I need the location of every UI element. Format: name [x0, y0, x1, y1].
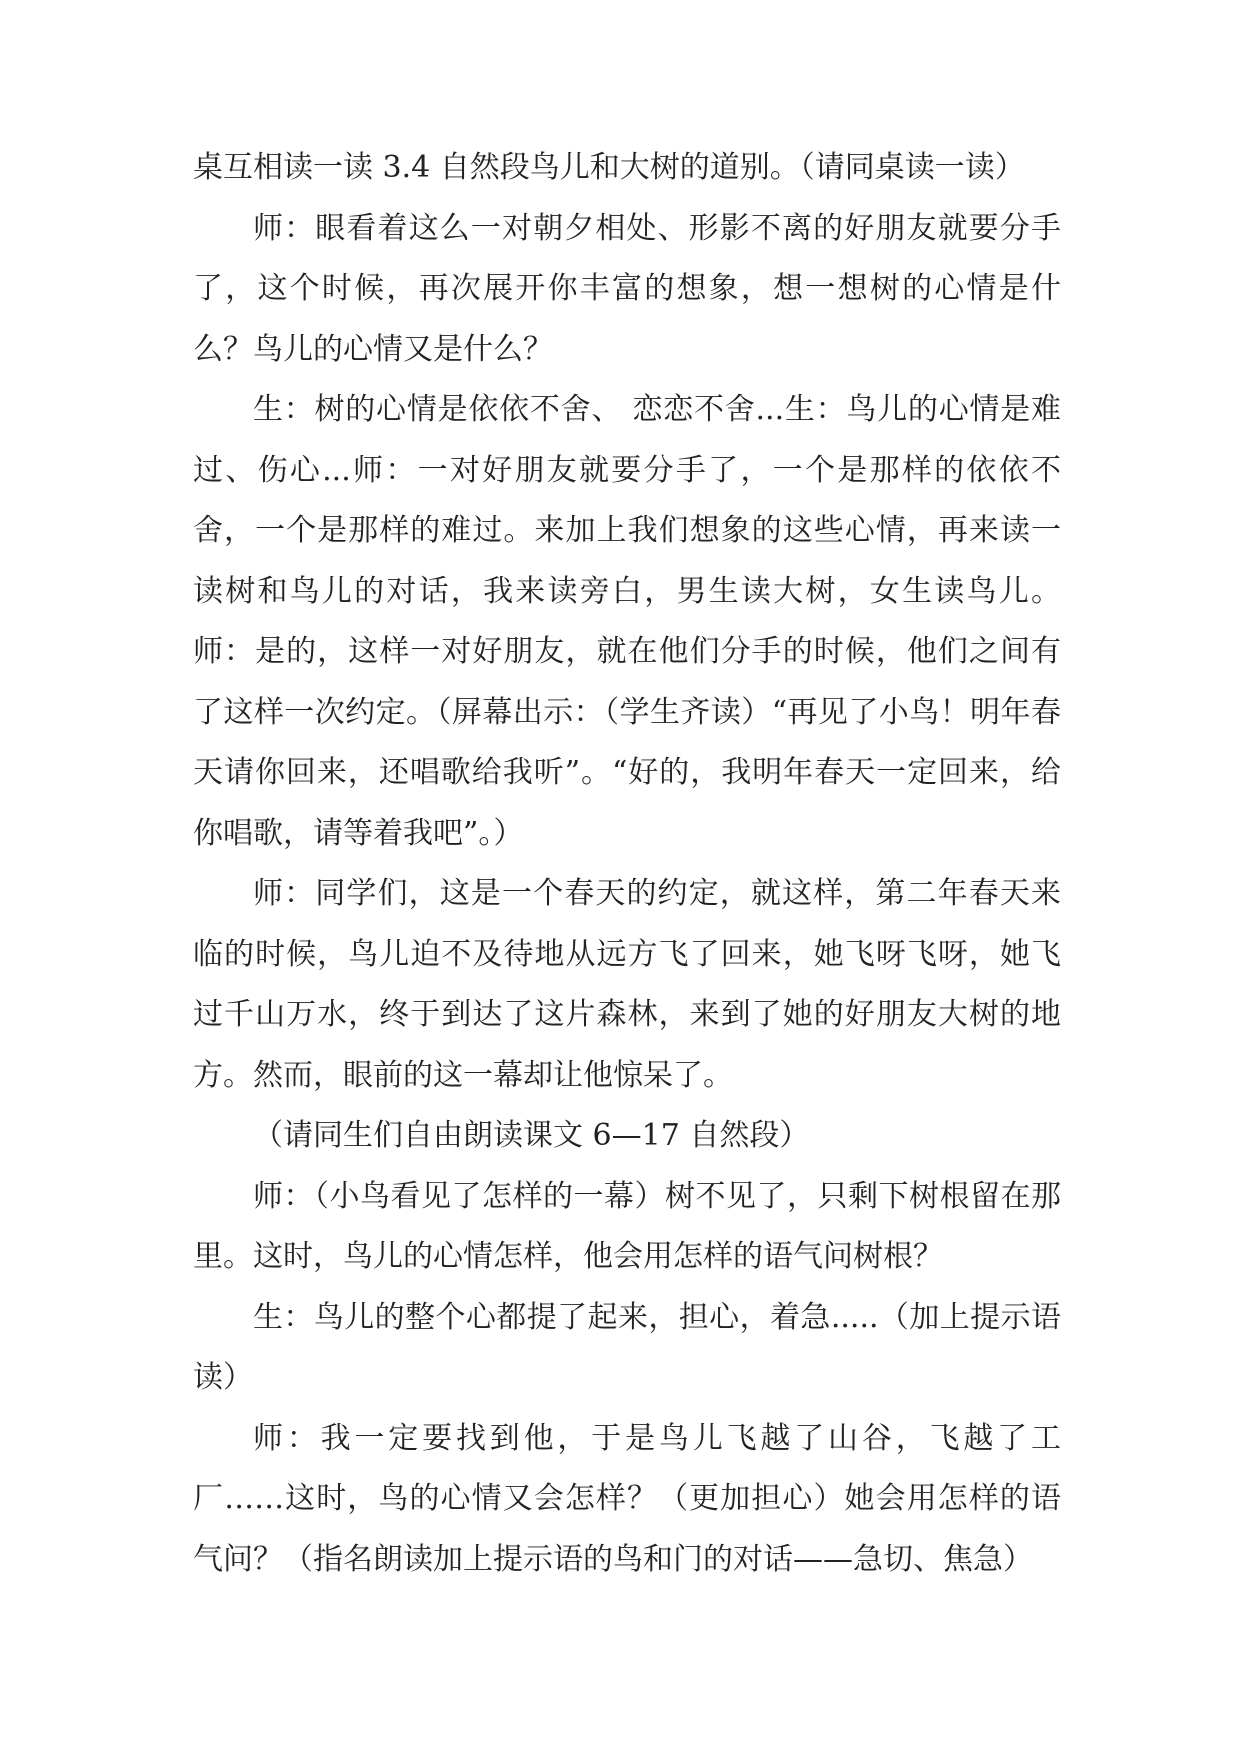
document-body	[193, 138, 1061, 1590]
paragraph: 桌互相读一读 3.4 自然段鸟儿和大树的道别。（请同桌读一读）	[193, 150, 1025, 185]
paragraph: 生：树的心情是依依不舍、 恋恋不舍...生：鸟儿的心情是难过、伤心...师：一对好朋友就要分手了，一个是那样的依依不舍，一个是那样的难过。来加上我们想象的这些心情，再来读一读树和鸟儿的对话，我来读旁白，男生读大树，女生读鸟儿。师：是的，这样一对好朋友，就在他们分手的时候，他们之间有了这样一次约定。（屏幕出示：（学生齐读）“再见了小鸟！明年春天请你回来，还唱歌给我听”。“好的，我明年春天一定回来，给你唱歌，请等着我吧”。）	[193, 392, 1061, 851]
paragraph: （请同生们自由朗读课文 6—17 自然段）	[253, 1118, 810, 1153]
paragraph: 师：眼看着这么一对朝夕相处、形影不离的好朋友就要分手了，这个时候，再次展开你丰富的想象，想一想树的心情是什么？鸟儿的心情又是什么？	[193, 210, 1061, 367]
paragraph: 生：鸟儿的整个心都提了起来，担心，着急.....（加上提示语读）	[193, 1299, 1061, 1395]
paragraph: 师：我一定要找到他，于是鸟儿飞越了山谷，飞越了工厂……这时，鸟的心情又会怎样？（更加担心）她会用怎样的语气问？（指名朗读加上提示语的鸟和门的对话——急切、焦急）	[193, 1420, 1061, 1577]
paragraph: 师：（小鸟看见了怎样的一幕）树不见了，只剩下树根留在那里。这时，鸟儿的心情怎样，他会用怎样的语气问树根？	[193, 1178, 1061, 1274]
paragraph: 师：同学们，这是一个春天的约定，就这样，第二年春天来临的时候，鸟儿迫不及待地从远方飞了回来，她飞呀飞呀，她飞过千山万水，终于到达了这片森林，来到了她的好朋友大树的地方。然而，眼前的这一幕却让他惊呆了。	[193, 876, 1061, 1093]
